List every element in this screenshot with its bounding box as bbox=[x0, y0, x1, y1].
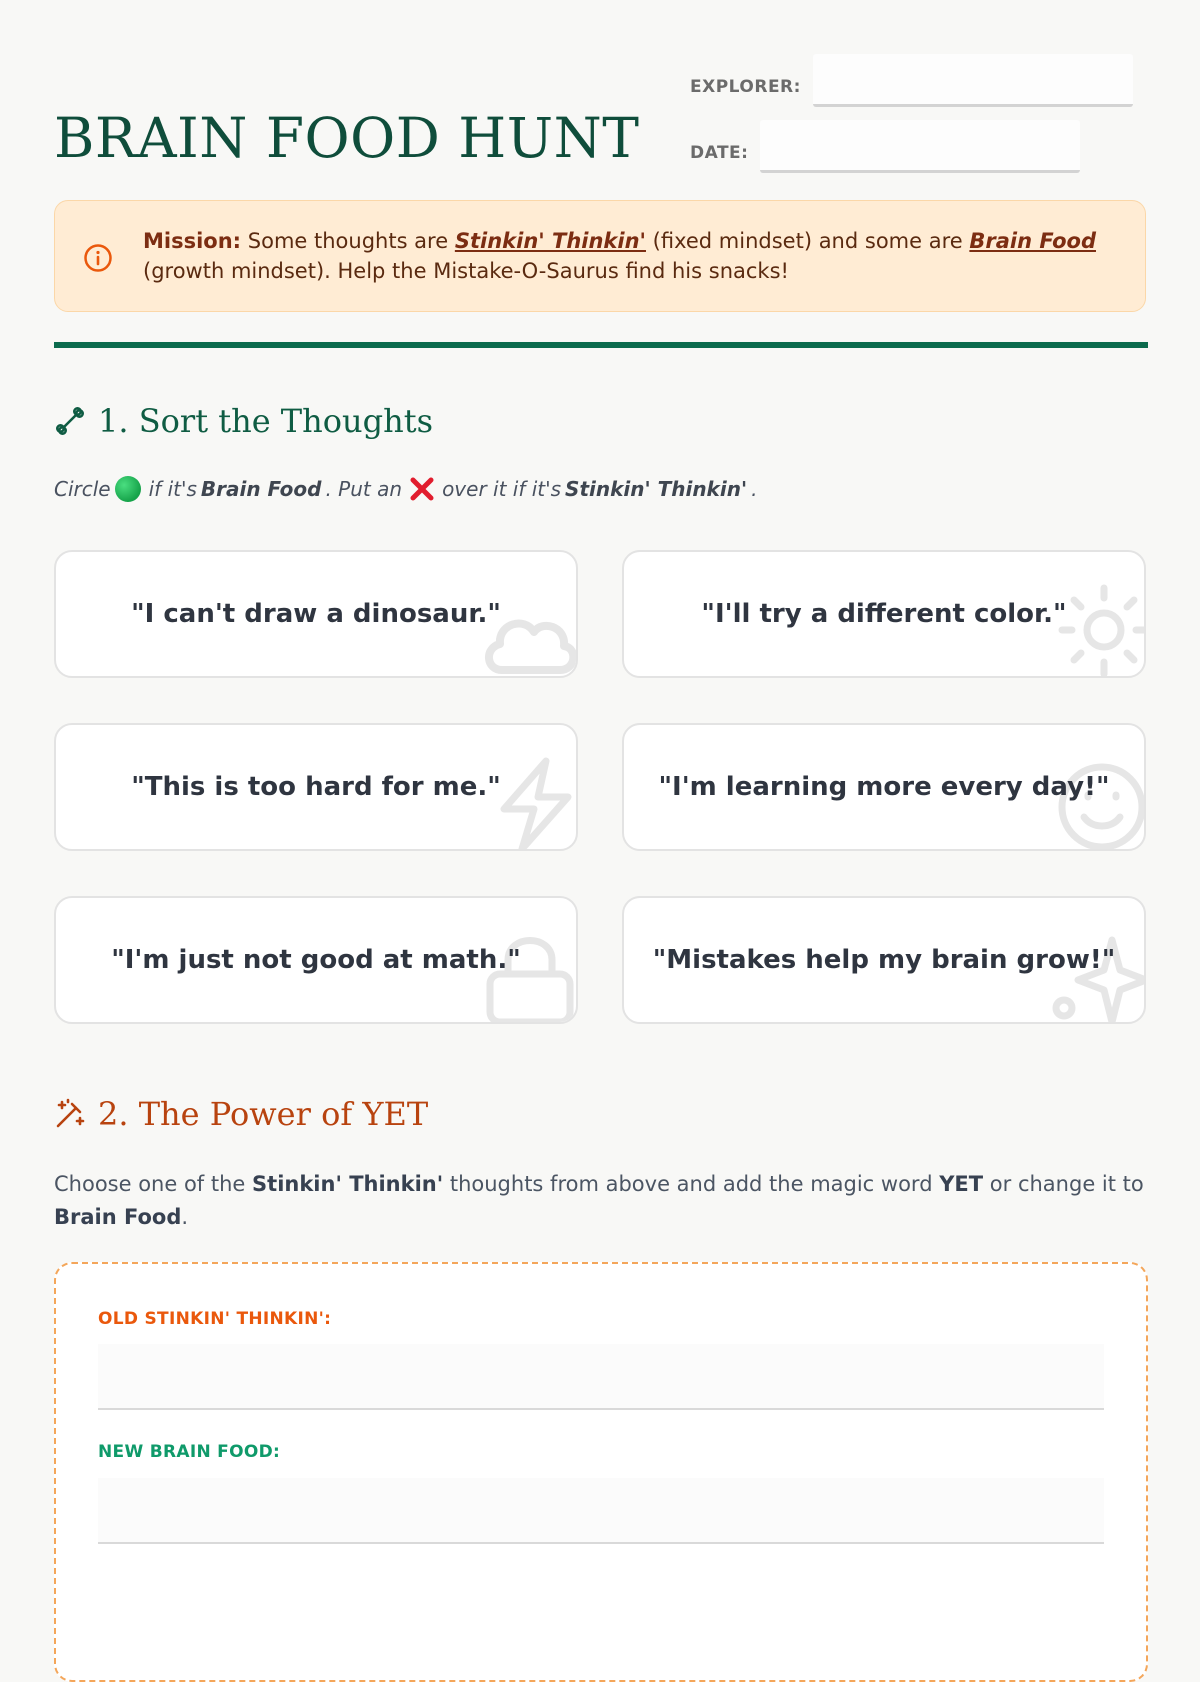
thought-text: "I can't draw a dinosaur." bbox=[131, 599, 501, 629]
thought-card[interactable] bbox=[622, 896, 1146, 1024]
magic-wand-icon bbox=[54, 1098, 86, 1130]
date-label: DATE: bbox=[690, 143, 749, 163]
section-divider bbox=[54, 342, 1148, 348]
thought-card[interactable] bbox=[622, 550, 1146, 678]
instr-brain-food: Brain Food bbox=[200, 477, 322, 501]
red-x-icon bbox=[408, 475, 436, 503]
explorer-label: EXPLORER: bbox=[690, 77, 801, 97]
explorer-field-row bbox=[690, 54, 1133, 107]
page-title: BRAIN FOOD HUNT bbox=[54, 106, 640, 170]
new-brain-food-label: NEW BRAIN FOOD: bbox=[98, 1442, 281, 1462]
instr-over-it: over it if it's bbox=[442, 477, 562, 501]
yet-instr-a: Choose one of the bbox=[54, 1172, 246, 1196]
fixed-mindset-term: Stinkin' Thinkin' bbox=[454, 229, 646, 253]
yet-instr-e: or change it to bbox=[989, 1172, 1144, 1196]
explorer-input[interactable] bbox=[813, 54, 1133, 107]
section2-heading bbox=[54, 1095, 428, 1133]
section2-title: 2. The Power of YET bbox=[98, 1095, 429, 1133]
thought-text: "Mistakes help my brain grow!" bbox=[652, 945, 1116, 975]
info-icon bbox=[83, 243, 113, 273]
mission-part3: (growth mindset). Help the Mistake-O-Saurus find his snacks! bbox=[143, 259, 789, 283]
mission-text bbox=[143, 226, 1103, 286]
old-thinking-input[interactable] bbox=[98, 1344, 1104, 1410]
green-circle-icon bbox=[115, 476, 141, 502]
lightning-icon bbox=[484, 753, 578, 851]
thought-card[interactable] bbox=[54, 550, 578, 678]
instr-put-an: . Put an bbox=[325, 477, 403, 501]
growth-mindset-term: Brain Food bbox=[969, 229, 1096, 253]
instr-end: . bbox=[751, 477, 758, 501]
mission-label: Mission: bbox=[143, 229, 242, 253]
instr-stinkin: Stinkin' Thinkin' bbox=[565, 477, 748, 501]
thought-card[interactable] bbox=[54, 896, 578, 1024]
thought-text: "This is too hard for me." bbox=[131, 772, 501, 802]
section1-title: 1. Sort the Thoughts bbox=[98, 402, 433, 440]
section2-instruction bbox=[54, 1168, 1148, 1234]
sun-icon bbox=[1052, 580, 1146, 678]
yet-instr-b: Stinkin' Thinkin' bbox=[252, 1172, 444, 1196]
mission-banner bbox=[54, 200, 1146, 312]
bone-icon bbox=[54, 405, 86, 437]
thought-card[interactable] bbox=[54, 723, 578, 851]
instr-if-its: if it's bbox=[148, 477, 197, 501]
yet-instr-d: YET bbox=[939, 1172, 984, 1196]
thought-text: "I'm just not good at math." bbox=[111, 945, 521, 975]
power-of-yet-box bbox=[54, 1262, 1148, 1682]
instr-circle: Circle bbox=[54, 477, 111, 501]
lock-icon bbox=[480, 926, 578, 1024]
thought-text: "I'll try a different color." bbox=[701, 599, 1067, 629]
thought-text: "I'm learning more every day!" bbox=[658, 772, 1110, 802]
section1-heading bbox=[54, 402, 433, 440]
mission-part2: (fixed mindset) and some are bbox=[652, 229, 963, 253]
sparkle-icon bbox=[1048, 926, 1146, 1024]
thought-card[interactable] bbox=[622, 723, 1146, 851]
worksheet-header bbox=[54, 50, 1148, 190]
smile-icon bbox=[1048, 753, 1146, 851]
yet-instr-g: . bbox=[181, 1205, 189, 1229]
mission-part1: Some thoughts are bbox=[247, 229, 449, 253]
new-brain-food-input[interactable] bbox=[98, 1478, 1104, 1544]
date-field-row bbox=[690, 120, 1080, 173]
yet-instr-f: Brain Food bbox=[54, 1205, 182, 1229]
date-input[interactable] bbox=[760, 120, 1080, 173]
section1-instruction bbox=[54, 475, 757, 503]
yet-instr-c: thoughts from above and add the magic word bbox=[449, 1172, 933, 1196]
old-thinking-label: OLD STINKIN' THINKIN': bbox=[98, 1309, 332, 1329]
